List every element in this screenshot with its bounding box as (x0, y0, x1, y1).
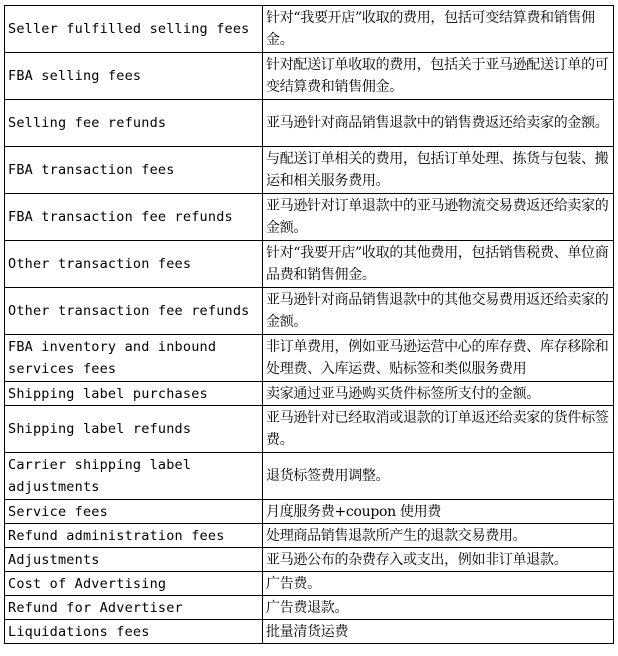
table-row (5, 147, 614, 194)
fee-description: 亚马逊针对商品销售退款中的销售费返还给卖家的金额。 (263, 100, 614, 147)
fee-description: 亚马逊针对已经取消或退款的订单返还给卖家的货件标签费。 (263, 406, 614, 453)
table-row (5, 382, 614, 406)
table-row (5, 596, 614, 620)
table-row (5, 548, 614, 572)
fee-term: Selling fee refunds (5, 100, 263, 147)
fee-description: 针对“我要开店”收取的费用，包括可变结算费和销售佣金。 (263, 6, 614, 53)
fee-term: FBA inventory and inbound services fees (5, 335, 263, 382)
fee-term: Carrier shipping label adjustments (5, 453, 263, 500)
fee-description: 月度服务费+coupon 使用费 (263, 500, 614, 524)
fee-description: 亚马逊针对商品销售退款中的其他交易费用返还给卖家的金额。 (263, 288, 614, 335)
fee-term: FBA selling fees (5, 53, 263, 100)
table-row (5, 500, 614, 524)
table-row (5, 100, 614, 147)
table-row (5, 288, 614, 335)
fee-description: 广告费退款。 (263, 596, 614, 620)
table-row (5, 53, 614, 100)
table-row (5, 524, 614, 548)
fee-description: 卖家通过亚马逊购买货件标签所支付的金额。 (263, 382, 614, 406)
fee-term: Adjustments (5, 548, 263, 572)
fee-term: Refund for Advertiser (5, 596, 263, 620)
table-row (5, 6, 614, 53)
fee-term: FBA transaction fees (5, 147, 263, 194)
fee-term: Service fees (5, 500, 263, 524)
table-row (5, 406, 614, 453)
fee-description: 亚马逊公布的杂费存入或支出，例如非订单退款。 (263, 548, 614, 572)
fee-term: Other transaction fees (5, 241, 263, 288)
fee-description: 针对“我要开店”收取的其他费用，包括销售税费、单位商品费和销售佣金。 (263, 241, 614, 288)
fee-term: Shipping label refunds (5, 406, 263, 453)
table-row (5, 620, 614, 644)
fee-definitions-table (4, 5, 614, 644)
fee-description: 处理商品销售退款所产生的退款交易费用。 (263, 524, 614, 548)
fee-term: Cost of Advertising (5, 572, 263, 596)
fee-term: Refund administration fees (5, 524, 263, 548)
table-row (5, 572, 614, 596)
table-row (5, 335, 614, 382)
fee-description: 针对配送订单收取的费用，包括关于亚马逊配送订单的可变结算费和销售佣金。 (263, 53, 614, 100)
fee-description: 与配送订单相关的费用，包括订单处理、拣货与包装、搬运和相关服务费用。 (263, 147, 614, 194)
fee-description: 退货标签费用调整。 (263, 453, 614, 500)
fee-description: 亚马逊针对订单退款中的亚马逊物流交易费返还给卖家的金额。 (263, 194, 614, 241)
fee-description: 非订单费用，例如亚马逊运营中心的库存费、库存移除和处理费、入库运费、贴标签和类似服务费用 (263, 335, 614, 382)
fee-term: Shipping label purchases (5, 382, 263, 406)
fee-description: 批量清货运费 (263, 620, 614, 644)
fee-term: Liquidations fees (5, 620, 263, 644)
table-row (5, 453, 614, 500)
fee-description: 广告费。 (263, 572, 614, 596)
table-row (5, 241, 614, 288)
table-row (5, 194, 614, 241)
fee-term: FBA transaction fee refunds (5, 194, 263, 241)
fee-term: Other transaction fee refunds (5, 288, 263, 335)
fee-term: Seller fulfilled selling fees (5, 6, 263, 53)
